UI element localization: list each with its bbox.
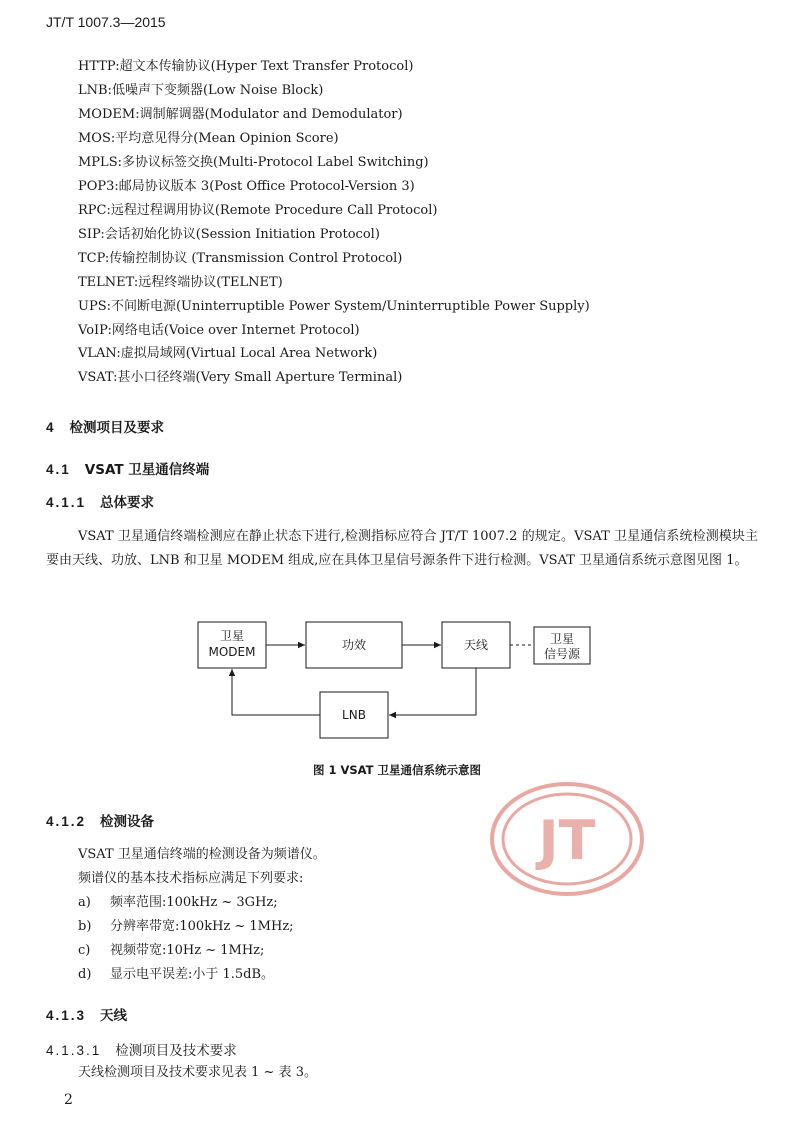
power-amplifier-label: 功效 — [341, 638, 367, 652]
section-title: 天线 — [100, 1008, 128, 1024]
section-heading-4-1-3-1 — [46, 1039, 237, 1059]
abbreviation-item: SIP:会话初始化协议(Session Initiation Protocol) — [78, 227, 380, 242]
list-text: 显示电平误差:小于 1.5dB。 — [110, 967, 275, 982]
abbreviation-item: TCP:传输控制协议 (Transmission Control Protocol) — [78, 251, 403, 266]
section-title: 检测项目及要求 — [69, 420, 165, 436]
abbreviation-item: MODEM:调制解调器(Modulator and Demodulator) — [78, 107, 403, 122]
list-text: 频率范围:100kHz ~ 3GHz; — [110, 895, 278, 910]
vsat-system-diagram — [0, 600, 794, 750]
section-title: VSAT 卫星通信终端 — [84, 462, 210, 478]
abbreviation-item: LNB:低噪声下变频器(Low Noise Block) — [78, 83, 324, 98]
abbreviation-item: MOS:平均意见得分(Mean Opinion Score) — [78, 131, 339, 146]
general-requirements-paragraph: VSAT 卫星通信终端检测应在静止状态下进行,检测指标应符合 JT/T 1007.2 的规定。VSAT 卫星通信系统检测模块主要由天线、功放、LNB 和卫星 MODEM 组成,应在具体卫星信号源条件下进行检测。VSAT 卫星通信系统示意图见图 1。 — [46, 529, 758, 568]
abbreviation-item: UPS:不间断电源(Uninterruptible Power System/Uninterruptible Power Supply) — [78, 299, 590, 314]
abbreviation-item: MPLS:多协议标签交换(Multi-Protocol Label Switching) — [78, 155, 429, 170]
list-text: 分辨率带宽:100kHz ~ 1MHz; — [110, 919, 294, 934]
section-heading-4-1-2 — [46, 810, 154, 830]
page-number: 2 — [64, 1092, 73, 1108]
list-item — [78, 918, 294, 936]
section-number: 4.1 — [46, 462, 71, 477]
section-title: 检测项目及技术要求 — [115, 1043, 237, 1059]
abbreviation-item: HTTP:超文本传输协议(Hyper Text Transfer Protocol) — [78, 59, 414, 74]
section-number: 4.1.2 — [46, 814, 87, 829]
equipment-statement: VSAT 卫星通信终端的检测设备为频谱仪。 — [78, 847, 326, 862]
lnb-label: LNB — [342, 708, 366, 722]
abbreviation-item: VSAT:甚小口径终端(Very Small Aperture Terminal) — [78, 370, 403, 385]
list-marker: b) — [78, 919, 92, 934]
list-item — [78, 942, 264, 960]
standard-number: JT/T 1007.3—2015 — [46, 14, 166, 30]
section-number: 4.1.3 — [46, 1008, 87, 1023]
list-item — [78, 894, 278, 912]
list-text: 视频带宽:10Hz ~ 1MHz; — [110, 943, 265, 958]
list-marker: d) — [78, 967, 92, 982]
list-marker: c) — [78, 943, 91, 958]
abbreviation-item: TELNET:远程终端协议(TELNET) — [78, 275, 283, 290]
jt-watermark-seal — [488, 780, 646, 898]
abbreviation-item: VoIP:网络电话(Voice over Internet Protocol) — [78, 323, 360, 338]
modem-label-line1: 卫星 — [219, 629, 245, 643]
satellite-source-label-line1: 卫星 — [549, 632, 575, 646]
modem-label-line2: MODEM — [208, 645, 256, 659]
watermark-text: JT — [538, 809, 596, 872]
section-number: 4.1.3.1 — [46, 1043, 102, 1058]
antenna-label: 天线 — [463, 638, 489, 652]
antenna-reference-text: 天线检测项目及技术要求见表 1 ~ 表 3。 — [78, 1065, 317, 1080]
list-item — [78, 966, 274, 984]
arrow-lnb-to-modem — [232, 669, 320, 715]
section-heading-4-1-1 — [46, 491, 154, 511]
section-number: 4 — [46, 420, 56, 435]
abbreviation-item: RPC:远程过程调用协议(Remote Procedure Call Protocol) — [78, 203, 438, 218]
section-heading-4-1-3 — [46, 1004, 127, 1024]
section-title: 检测设备 — [100, 814, 155, 830]
section-title: 总体要求 — [100, 495, 155, 511]
abbreviation-item: VLAN:虚拟局域网(Virtual Local Area Network) — [78, 346, 378, 361]
section-number: 4.1.1 — [46, 495, 87, 510]
abbreviation-item: POP3:邮局协议版本 3(Post Office Protocol-Version 3) — [78, 179, 415, 194]
arrow-antenna-to-lnb — [389, 668, 476, 715]
figure-caption: 图 1 VSAT 卫星通信系统示意图 — [312, 763, 482, 777]
equipment-requirements-intro: 频谱仪的基本技术指标应满足下列要求: — [78, 871, 304, 886]
section-heading-4 — [46, 416, 164, 436]
section-heading-4-1 — [46, 458, 209, 478]
list-marker: a) — [78, 895, 91, 910]
satellite-source-label-line2: 信号源 — [543, 647, 581, 661]
